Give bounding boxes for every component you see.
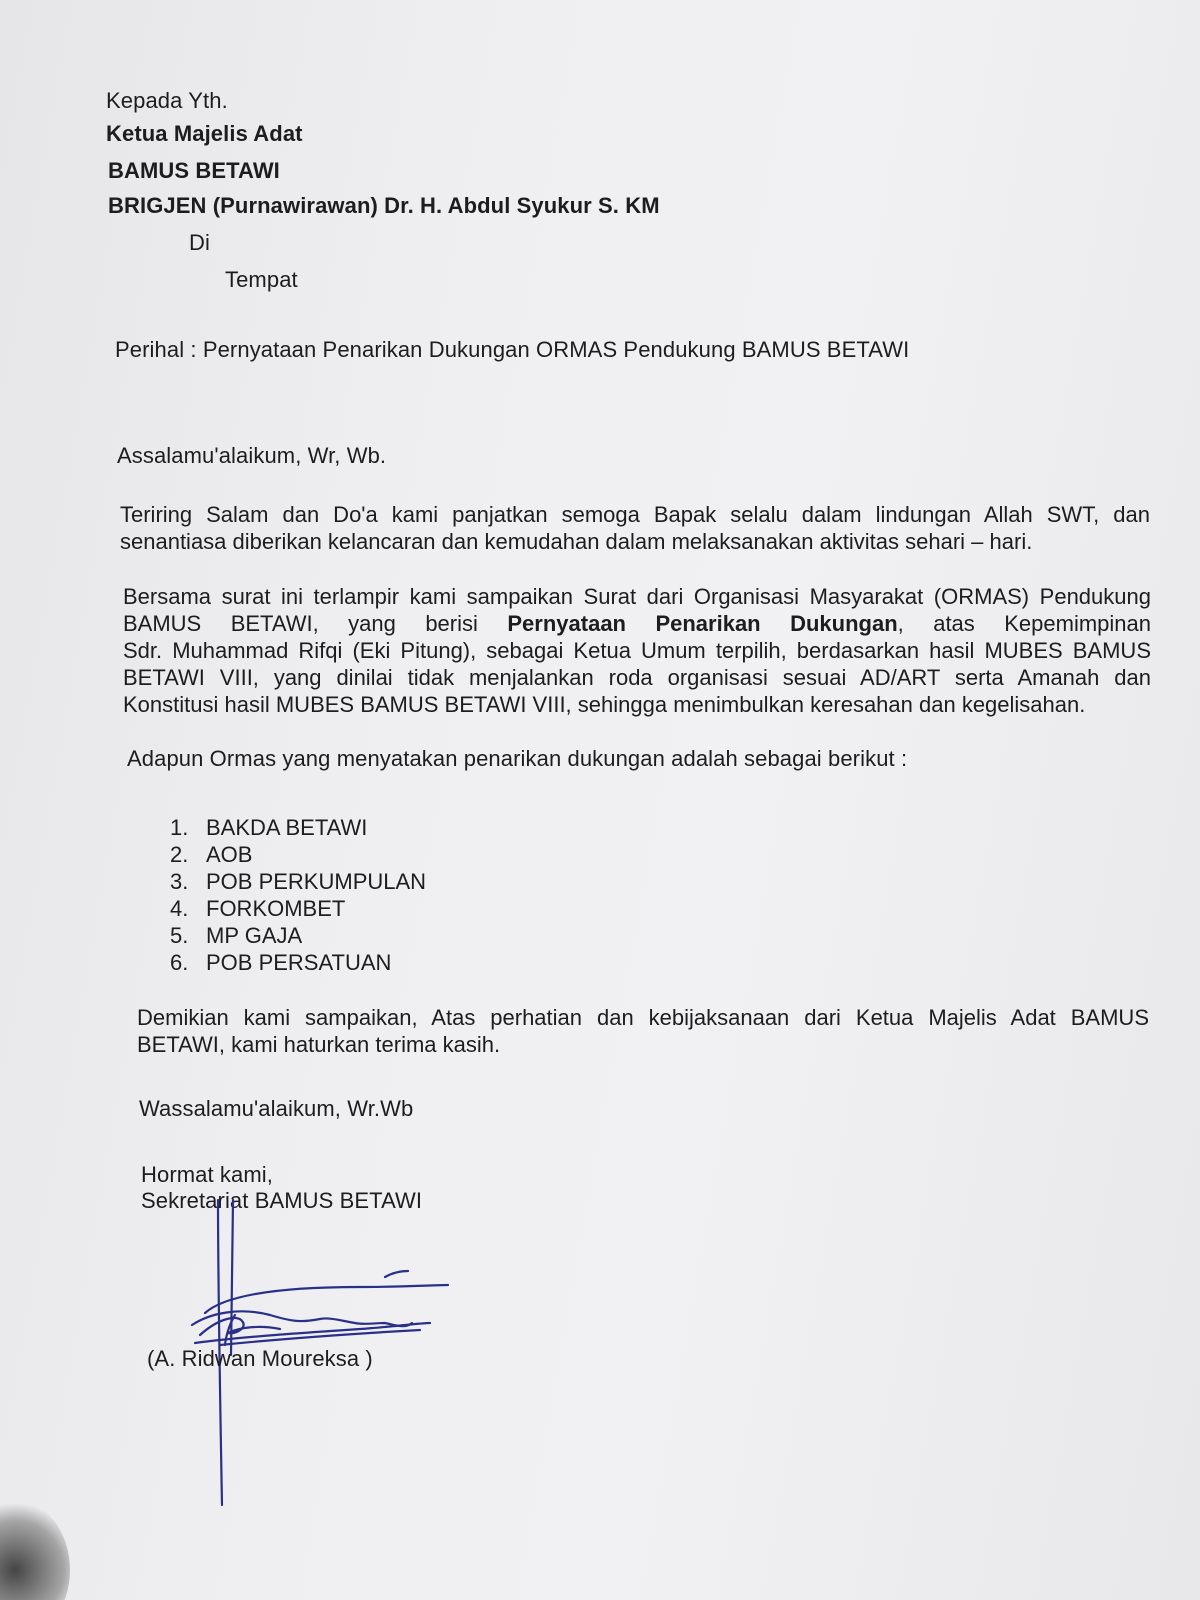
- recipient-name: BRIGJEN (Purnawirawan) Dr. H. Abdul Syukur S. KM: [108, 193, 660, 218]
- recipient-intro: Kepada Yth.: [106, 88, 228, 113]
- body-paragraph-line: [123, 610, 1151, 637]
- farewell: Wassalamu'alaikum, Wr.Wb: [139, 1096, 414, 1121]
- list-text: POB PERKUMPULAN: [206, 869, 427, 894]
- body-bold-text: Pernyataan Penarikan Dukungan: [507, 611, 898, 636]
- photo-shadow: [0, 1500, 70, 1600]
- list-number: 6.: [170, 950, 189, 975]
- opening-paragraph: [120, 501, 1150, 555]
- closing-paragraph: [137, 1004, 1149, 1058]
- recipient-org: BAMUS BETAWI: [108, 158, 280, 183]
- body-paragraph-line: Sdr. Muhammad Rifqi (Eki Pitung), sebagai Ketua Umum terpilih, berdasarkan hasil MUBES BAMUS: [123, 638, 1151, 663]
- body-paragraph: [123, 583, 1151, 718]
- body-paragraph-line: Bersama surat ini terlampir kami sampaikan Surat dari Organisasi Masyarakat (ORMAS) Pendukung: [123, 584, 1151, 609]
- body-text: , atas Kepemimpinan: [897, 611, 1152, 636]
- list-text: AOB: [206, 842, 253, 867]
- list-text: FORKOMBET: [206, 896, 346, 921]
- list-number: 5.: [170, 923, 189, 948]
- list-item: [170, 896, 426, 923]
- list-item: [170, 842, 426, 869]
- body-paragraph-line: Konstitusi hasil MUBES BAMUS BETAWI VIII, sehingga menimbulkan keresahan dan kegelisahan.: [123, 692, 1086, 717]
- list-item: [170, 869, 426, 896]
- body-text: BAMUS BETAWI, yang berisi: [123, 611, 478, 636]
- list-number: 2.: [170, 842, 189, 867]
- recipient-di: Di: [189, 230, 210, 255]
- list-item: [170, 923, 426, 950]
- list-text: MP GAJA: [206, 923, 303, 948]
- list-intro: Adapun Ormas yang menyatakan penarikan dukungan adalah sebagai berikut :: [127, 746, 908, 771]
- opening-paragraph-line: Teriring Salam dan Do'a kami panjatkan semoga Bapak selalu dalam lindungan Allah SWT, dan: [120, 502, 1150, 527]
- list-item: [170, 815, 426, 842]
- list-number: 1.: [170, 815, 189, 840]
- list-item: [170, 950, 426, 977]
- ormas-list: [170, 815, 426, 977]
- signer-name: (A. Ridwan Moureksa ): [147, 1346, 373, 1371]
- signoff-org: Sekretariat BAMUS BETAWI: [141, 1188, 423, 1213]
- list-number: 4.: [170, 896, 189, 921]
- list-number: 3.: [170, 869, 189, 894]
- list-text: BAKDA BETAWI: [206, 815, 368, 840]
- closing-paragraph-line: BETAWI, kami haturkan terima kasih.: [137, 1032, 501, 1057]
- signoff-regards: Hormat kami,: [141, 1162, 273, 1187]
- closing-paragraph-line: Demikian kami sampaikan, Atas perhatian dan kebijaksanaan dari Ketua Majelis Adat BAMUS: [137, 1005, 1149, 1030]
- opening-paragraph-line: senantiasa diberikan kelancaran dan kemudahan dalam melaksanakan aktivitas sehari – hari.: [120, 529, 1033, 554]
- list-text: POB PERSATUAN: [206, 950, 392, 975]
- subject-line: Perihal : Pernyataan Penarikan Dukungan ORMAS Pendukung BAMUS BETAWI: [115, 337, 910, 362]
- body-paragraph-line: BETAWI VIII, yang dinilai tidak menjalankan roda organisasi sesuai AD/ART serta Amanah dan: [123, 665, 1151, 690]
- recipient-title: Ketua Majelis Adat: [106, 121, 303, 146]
- greeting: Assalamu'alaikum, Wr, Wb.: [117, 443, 387, 468]
- recipient-tempat: Tempat: [225, 267, 298, 292]
